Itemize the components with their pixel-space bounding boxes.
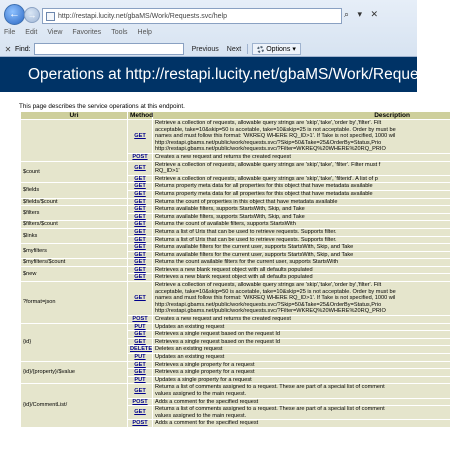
uri-cell: ?format=json [21,282,128,324]
method-cell [128,266,153,274]
description-cell [153,175,451,183]
method-cell [128,323,153,331]
menu-item-favorites[interactable]: Favorites [72,29,102,36]
description-line: Creates a new request and returns the created request [155,153,291,160]
table-row [21,384,451,398]
description-line: Returns property meta data for all properties for this object that have metadata available [155,183,373,190]
description-cell [153,213,451,221]
method-link[interactable]: PUT [134,376,146,383]
method-link[interactable]: GET [134,198,146,205]
method-link[interactable]: GET [134,183,146,190]
find-previous-button[interactable]: Previous [191,45,219,53]
description-cell [153,338,451,346]
description-line: http://restapi.gbams.net/public/work/requests.svc/?Skip=50&Take=25&OrderBy=Status,Prio [155,139,382,146]
description-line: names and must follow this format: 'WKREQ WHERE RQ_ID>1'. If Take is not specified, 1000 wil [155,133,396,140]
description-line: Adds a comment for the specified request [155,398,259,405]
method-link[interactable]: GET [134,369,146,376]
method-link[interactable]: GET [134,331,146,338]
description-cell [153,236,451,244]
method-cell [128,213,153,221]
uri-cell: {id}/CommentList/ [21,384,128,428]
column-header-description: Description [153,112,451,120]
method-cell [128,161,153,175]
method-cell [128,346,153,354]
description-line: Returns available filters, supports StartsWith, Skip, and Take [155,213,305,220]
description-cell [153,361,451,369]
method-link[interactable]: GET [134,228,146,235]
description-cell [153,221,451,229]
table-row [21,228,451,236]
find-next-button[interactable]: Next [226,45,242,53]
table-row [21,282,451,316]
method-link[interactable]: GET [134,133,146,140]
description-line: Retrieve a collection of requests, allowable query strings are 'skip','take','order by','filter'. Filt [155,282,382,289]
description-cell [153,244,451,252]
description-line: Deletes an existing request [155,346,223,353]
method-link[interactable]: POST [132,316,148,323]
address-tools[interactable]: ⌕ ▾ ✕ [344,9,382,19]
menu-item-help[interactable]: Help [137,29,152,36]
method-link[interactable]: GET [134,409,146,416]
description-line: Returns the count of properties in this object that have metadata available [155,198,338,205]
description-cell [153,316,451,324]
column-header-uri: Uri [21,112,128,120]
find-options-button[interactable] [252,43,301,55]
operations-table [20,111,451,428]
method-cell [128,259,153,267]
method-link[interactable]: GET [134,266,146,273]
uri-cell: $count [21,161,128,183]
forward-button[interactable] [24,7,40,23]
address-bar[interactable] [42,8,342,24]
uri-cell: $filters/$count [21,221,128,229]
description-cell [153,346,451,354]
table-row [21,206,451,214]
uri-cell: {id} [21,323,128,361]
method-cell [128,331,153,339]
description-line: Returns available filters, supports StartsWith, Skip, and Take [155,206,305,213]
description-line: values assigned to the main request. [155,390,247,397]
method-cell [128,251,153,259]
method-cell [128,354,153,362]
description-cell [153,120,451,154]
description-cell [153,190,451,198]
table-row [21,361,451,369]
description-line: Returns a list of comments assigned to a request. These are part of a special list of comment [155,406,385,413]
description-cell [153,161,451,175]
uri-cell: $fields [21,183,128,198]
method-link[interactable]: GET [134,295,146,302]
description-line: Retrieve a collection of requests, allowable query strings are 'skip','take','order by','filter'. Filt [155,120,382,126]
description-cell [153,323,451,331]
description-line: Retrieves a new blank request object with all defaults populated [155,266,313,273]
uri-cell: {id}/{property}/$value [21,361,128,384]
method-cell [128,228,153,236]
close-icon[interactable]: ✕ [4,44,12,54]
uri-cell: $filters [21,206,128,221]
table-row [21,161,451,175]
method-link[interactable]: GET [134,338,146,345]
description-cell [153,206,451,214]
method-cell [128,361,153,369]
method-link[interactable]: GET [134,164,146,171]
method-cell [128,190,153,198]
method-link[interactable]: DELETE [130,346,153,353]
description-line: values assigned to the main request. [155,412,247,419]
method-cell [128,338,153,346]
method-cell [128,406,153,420]
page-content [0,57,466,474]
description-line: Updates an existing request [155,354,225,360]
description-line: Retrieves a single request based on the request Id [155,331,281,338]
description-line: Retrieves a single property for a request [155,361,255,368]
table-row [21,183,451,191]
menu-item-edit[interactable]: Edit [25,29,38,36]
navigation-row [0,3,417,29]
description-line: Creates a new request and returns the created request [155,316,291,323]
address-url: http://restapi.lucity.net/gbaMS/Work/Requests.svc/help [58,12,227,20]
method-cell [128,198,153,206]
description-cell [153,398,451,406]
method-cell [128,420,153,428]
description-cell [153,266,451,274]
method-link[interactable]: PUT [134,354,146,360]
description-line: Returns a list of comments assigned to a request. These are part of a special list of comment [155,384,385,391]
method-link[interactable]: POST [132,153,148,160]
description-line: Returns property meta data for all properties for this object that have metadata available [155,190,373,197]
method-cell [128,236,153,244]
description-cell [153,282,451,316]
method-cell [128,398,153,406]
table-row [21,259,451,267]
column-header-method: Method [128,112,153,120]
method-link[interactable]: GET [134,361,146,368]
table-row [21,244,451,252]
description-line: RQ_ID>1' [155,168,180,175]
description-cell [153,406,451,420]
toolbar-divider [247,44,248,54]
description-line: acceptable, take=10&skip=50 is accetable, take=10&skip=25 is not acceptable. Order by must be [155,288,396,295]
uri-cell: $myfilters/$count [21,259,128,267]
description-cell [153,369,451,377]
menu-item-file[interactable]: File [4,29,16,36]
find-input[interactable] [34,43,184,55]
menu-item-tools[interactable]: Tools [111,29,128,36]
description-line: acceptable, take=10&skip=50 is accetable, take=10&skip=25 is not acceptable. Order by must be [155,126,396,133]
description-line: http://restapi.gbams.net/public/work/requests.svc/?Filter=WKREQ%20WHERE%20RQ_PRIO [155,308,386,315]
description-line: names and must follow this format: 'WKREQ WHERE RQ_ID>1'. If Take is not specified, 1000 wil [155,295,396,302]
description-line: Returns a list of Uris that can be used to retrieve requests. Supports filter. [155,228,337,235]
method-link[interactable]: GET [134,236,146,243]
method-link[interactable]: GET [134,190,146,197]
table-row [21,198,451,206]
method-link[interactable]: GET [134,244,146,251]
back-arrow-icon: ← [9,8,20,20]
description-line: Returns the count available filters for the current user, supports StartsWith [155,259,339,266]
table-row [21,266,451,274]
uri-cell: $links [21,228,128,243]
method-cell [128,153,153,161]
chevron-down-icon: ▾ [292,46,296,53]
table-row [21,221,451,229]
description-cell [153,354,451,362]
description-line: Retrieve a collection of requests, allowable query strings are 'skip','take', 'filterid'. A list of p [155,175,378,182]
description-cell [153,259,451,267]
description-line: Updates an existing request [155,323,225,330]
menu-bar [4,29,152,41]
find-label: Find: [15,45,31,53]
description-line: Returns a list of Uris that can be used to retrieve requests. Supports filter. [155,236,337,243]
description-line: http://restapi.gbams.net/public/work/requests.svc/?Skip=50&Take=25&OrderBy=Status,Prio [155,301,382,308]
description-line: Retrieves a single request based on the request Id [155,338,281,345]
back-button[interactable] [4,4,25,25]
method-cell [128,376,153,384]
description-cell [153,183,451,191]
method-link[interactable]: GET [134,175,146,182]
description-cell [153,331,451,339]
description-line: Returns available filters for the current user, supports StartsWith, Skip, and Take [155,251,354,258]
method-link[interactable]: GET [134,206,146,213]
table-row [21,120,451,154]
browser-chrome [0,0,417,57]
method-cell [128,244,153,252]
method-link[interactable]: GET [134,274,146,281]
method-cell [128,221,153,229]
description-cell [153,420,451,428]
gear-icon [257,46,264,53]
description-cell [153,274,451,282]
description-cell [153,153,451,161]
method-cell [128,316,153,324]
method-link[interactable]: GET [134,213,146,220]
uri-cell: $fields/$count [21,198,128,206]
find-bar [0,41,417,57]
description-cell [153,198,451,206]
description-cell [153,376,451,384]
description-line: Returns available filters for the current user, supports StartsWith, Skip, and Take [155,244,354,251]
method-cell [128,206,153,214]
method-link[interactable]: GET [134,221,146,228]
uri-cell: $myfilters [21,244,128,259]
description-line: Retrieve a collection of requests, allowable query strings are 'skip','take', 'filter'. Filter must f [155,161,381,168]
description-line: http://restapi.gbams.net/public/work/requests.svc/?Filter=WKREQ%20WHERE%20RQ_PRIO [155,146,386,153]
method-link[interactable]: GET [134,259,146,266]
method-cell [128,120,153,154]
method-link[interactable]: PUT [134,323,146,330]
description-line: Adds a comment for the specified request [155,420,259,427]
page-description: This page describes the service operations at this endpoint. [19,103,185,110]
description-cell [153,384,451,398]
forward-arrow-icon: → [27,10,37,20]
description-line: Retrieves a single property for a request [155,369,255,376]
method-cell [128,183,153,191]
method-cell [128,282,153,316]
uri-cell: $new [21,266,128,281]
description-line: Returns the count of available filters, supports StartsWith [155,221,296,228]
method-link[interactable]: GET [134,251,146,258]
method-link[interactable]: POST [132,420,148,427]
method-link[interactable]: GET [134,387,146,394]
page-title: Operations at http://restapi.lucity.net/gbaMS/Work/Requests.svc [0,57,417,92]
method-cell [128,369,153,377]
method-link[interactable]: POST [132,398,148,405]
table-row [21,323,451,331]
options-label: Options [266,45,291,53]
uri-cell [21,120,128,162]
method-cell [128,384,153,398]
method-cell [128,274,153,282]
description-cell [153,228,451,236]
page-icon [46,12,55,21]
menu-item-view[interactable]: View [47,29,63,36]
description-line: Updates a single property for a request [155,376,252,383]
description-line: Retrieves a new blank request object with all defaults populated [155,274,313,281]
description-cell [153,251,451,259]
table-header-row [21,112,451,120]
method-cell [128,175,153,183]
